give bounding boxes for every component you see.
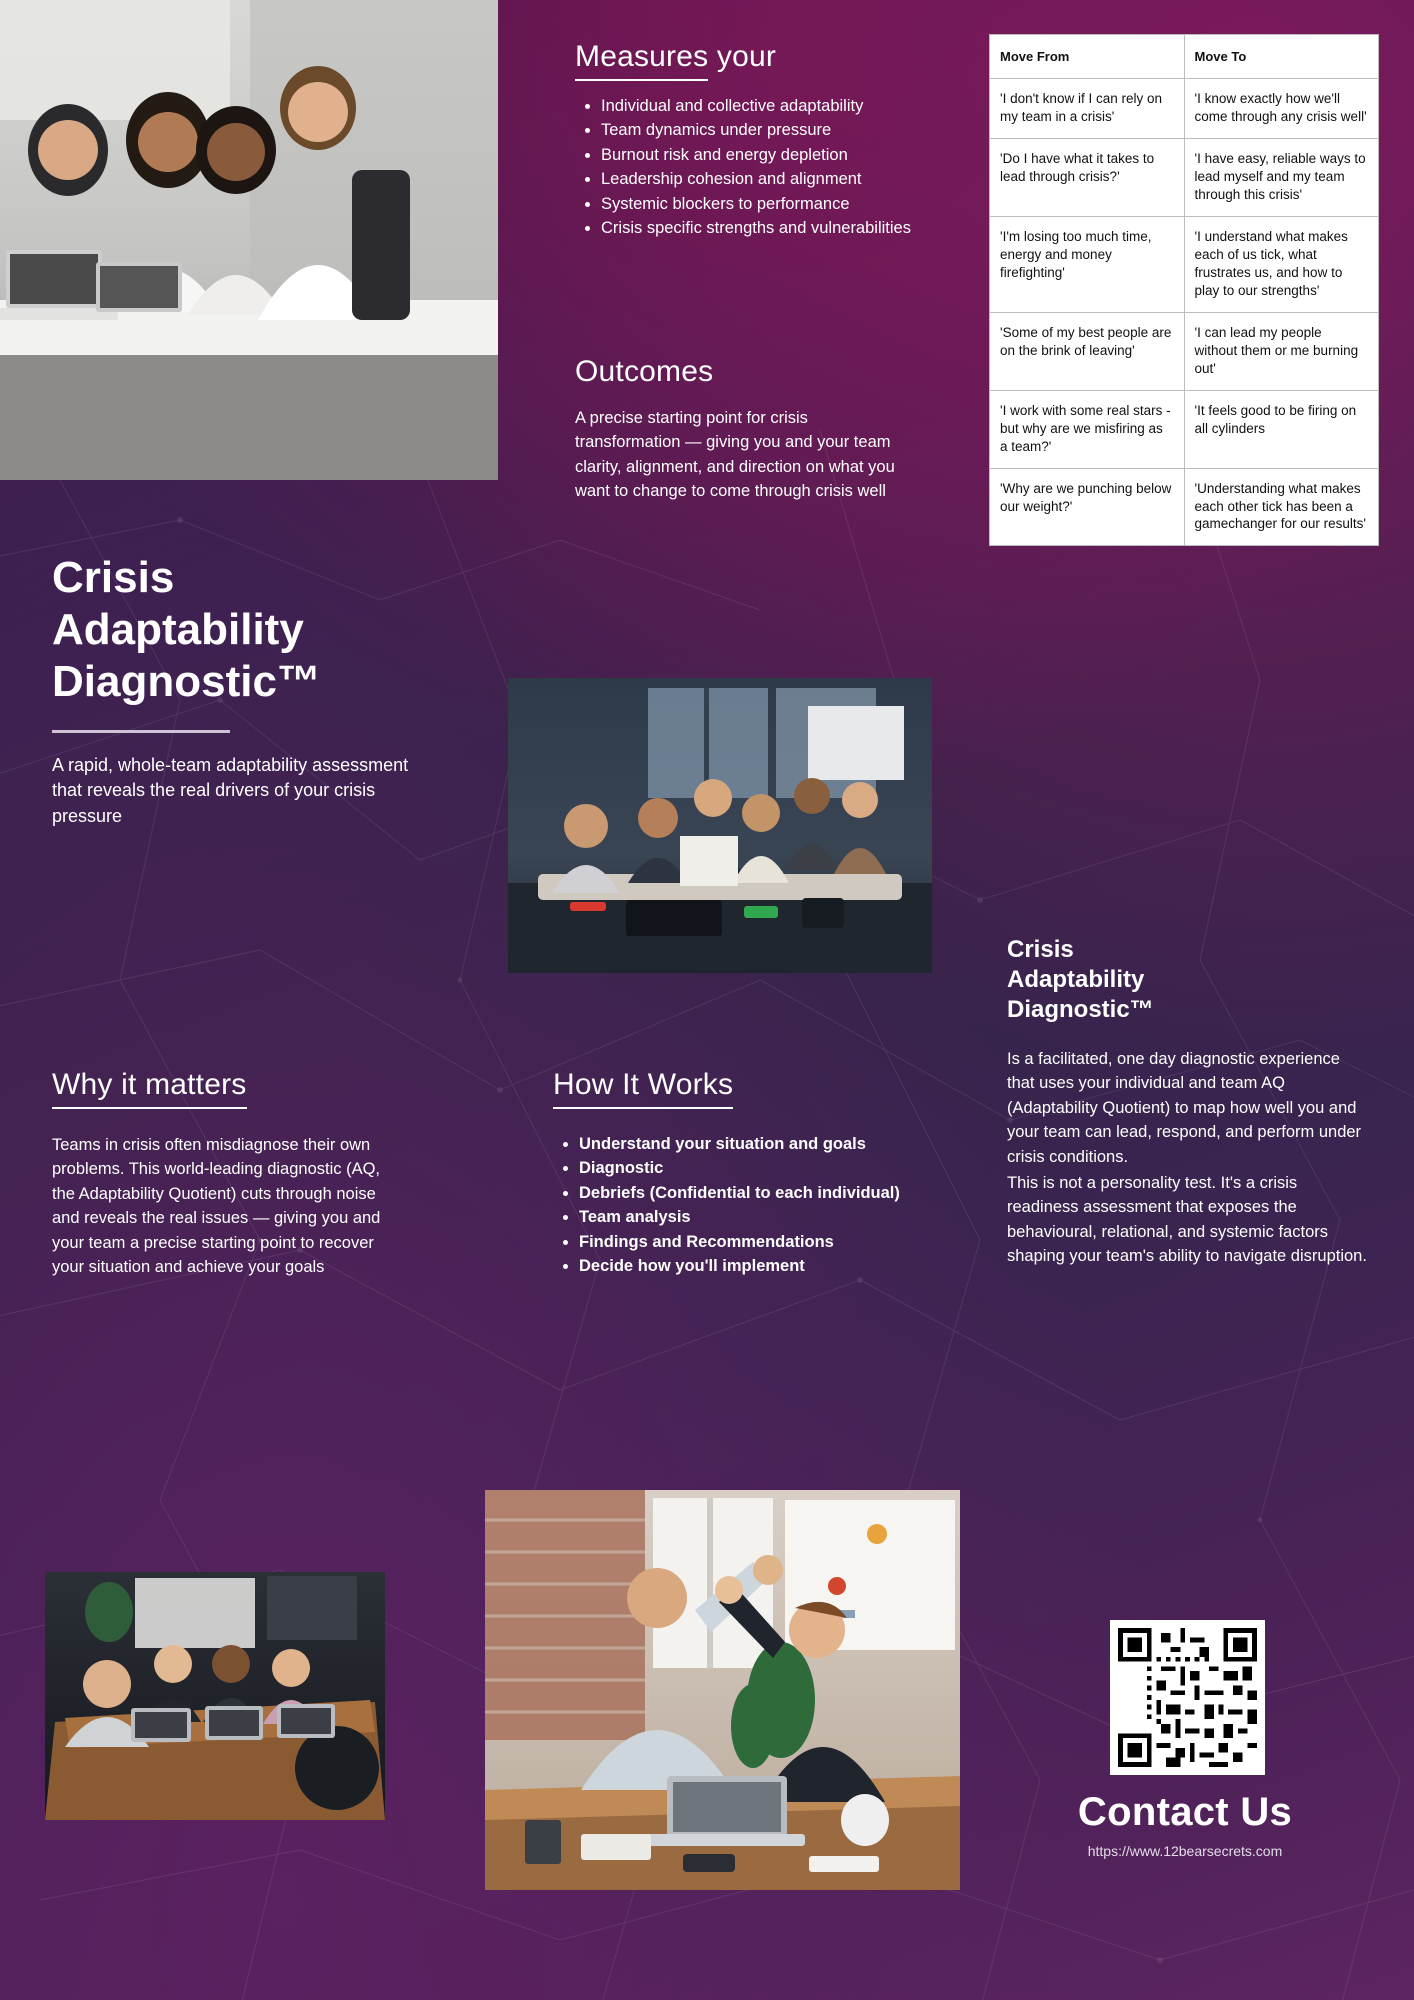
- list-item: • Decide how you'll implement: [579, 1255, 913, 1278]
- column-header-move-from: Move From: [990, 35, 1185, 79]
- table-row: [990, 468, 1379, 546]
- table-row: [990, 139, 1379, 217]
- diagnostic-paragraph-1: Is a facilitated, one day diagnostic experience that uses your individual and team AQ (Adaptability Quotient) to map how well you and your team can lead, respond, and perform under crisis conditions.: [1007, 1050, 1362, 1166]
- outcomes-body: A precise starting point for crisis transformation — giving you and your team clarity, alignment, and direction on what you want to change to come through crisis well: [575, 409, 895, 501]
- photo-team-laptops-table: [45, 1572, 385, 1820]
- page-title: [52, 552, 412, 829]
- cell-move-from: 'Do I have what it takes to lead through crisis?': [990, 139, 1185, 217]
- measures-list: [575, 95, 955, 241]
- list-item: • Diagnostic: [579, 1157, 913, 1180]
- diagnostic-title-line-3: Diagnostic™: [1007, 996, 1154, 1023]
- table-row: [990, 217, 1379, 313]
- list-item: • Understand your situation and goals: [579, 1133, 913, 1156]
- photo-high-five-desk: [485, 1490, 960, 1890]
- why-it-matters-body: Teams in crisis often misdiagnose their own problems. This world-leading diagnostic (AQ, the Adaptability Quotient) cuts through noise and reveals the real issues — giving you and your team a precise starting point to recover your situation and achieve your goals: [52, 1136, 381, 1277]
- qr-code-icon[interactable]: [1110, 1620, 1265, 1775]
- contact-url[interactable]: https://www.12bearsecrets.com: [1087, 1843, 1283, 1859]
- table-row: [990, 390, 1379, 468]
- measures-section: [575, 40, 955, 242]
- table-header-row: [990, 35, 1379, 79]
- contact-section: [1035, 1790, 1335, 1859]
- how-it-works-heading: [553, 1068, 913, 1109]
- measures-heading-underlined: Measures: [575, 40, 708, 81]
- cell-move-to: 'I can lead my people without them or me burning out': [1184, 312, 1379, 390]
- list-item: • Crisis specific strengths and vulnerabilities: [601, 217, 955, 240]
- cell-move-to: 'I have easy, reliable ways to lead myself and my team through this crisis': [1184, 139, 1379, 217]
- title-subtitle: A rapid, whole-team adaptability assessment that reveals the real drivers of your crisis pressure: [52, 754, 409, 826]
- table-row: [990, 79, 1379, 139]
- list-item: • Team analysis: [579, 1206, 913, 1229]
- measures-heading-rest: your: [708, 40, 777, 73]
- list-item: • Individual and collective adaptability: [601, 95, 955, 118]
- why-it-matters-section: [52, 1068, 402, 1279]
- title-line-1: Crisis: [52, 553, 175, 602]
- how-it-works-list: [553, 1133, 913, 1279]
- contact-heading: Contact Us: [1077, 1790, 1293, 1834]
- diagnostic-title-line-2: Adaptability: [1007, 966, 1145, 993]
- cell-move-to: 'I understand what makes each of us tick, what frustrates us, and how to play to our strengths': [1184, 217, 1379, 313]
- cell-move-to: 'It feels good to be firing on all cylinders: [1184, 390, 1379, 468]
- cell-move-from: 'Why are we punching below our weight?': [990, 468, 1185, 546]
- why-it-matters-heading: [52, 1068, 402, 1109]
- title-divider: [52, 730, 230, 733]
- column-header-move-to: Move To: [1184, 35, 1379, 79]
- cell-move-from: 'I work with some real stars - but why are we misfiring as a team?': [990, 390, 1185, 468]
- list-item: • Systemic blockers to performance: [601, 193, 955, 216]
- list-item: • Findings and Recommendations: [579, 1231, 913, 1254]
- cell-move-from: 'I don't know if I can rely on my team in a crisis': [990, 79, 1185, 139]
- outcomes-section: [575, 355, 895, 504]
- how-it-works-section: [553, 1068, 913, 1280]
- cell-move-to: 'Understanding what makes each other tick has been a gamechanger for our results': [1184, 468, 1379, 546]
- cell-move-from: 'I'm losing too much time, energy and money firefighting': [990, 217, 1185, 313]
- cell-move-from: 'Some of my best people are on the brink of leaving': [990, 312, 1185, 390]
- list-item: • Debriefs (Confidential to each individual): [579, 1182, 913, 1205]
- list-item: • Burnout risk and energy depletion: [601, 144, 955, 167]
- diagnostic-title: [1007, 935, 1367, 1025]
- diagnostic-title-line-1: Crisis: [1007, 936, 1074, 963]
- why-it-matters-heading-text: Why it matters: [52, 1068, 247, 1109]
- title-line-2: Adaptability: [52, 604, 304, 654]
- outcomes-heading: Outcomes: [575, 355, 714, 388]
- diagnostic-description-section: [1007, 935, 1367, 1269]
- table-row: [990, 312, 1379, 390]
- move-from-to-table: [989, 34, 1379, 546]
- how-it-works-heading-text: How It Works: [553, 1068, 733, 1109]
- measures-heading: [575, 40, 955, 81]
- list-item: • Team dynamics under pressure: [601, 119, 955, 142]
- diagnostic-paragraph-2: This is not a personality test. It's a crisis readiness assessment that exposes the behavioural, relational, and systemic factors shaping your team's ability to navigate disruption.: [1007, 1174, 1367, 1266]
- photo-team-at-desks: [0, 0, 498, 480]
- list-item: • Leadership cohesion and alignment: [601, 168, 955, 191]
- cell-move-to: 'I know exactly how we'll come through any crisis well': [1184, 79, 1379, 139]
- photo-boardroom-meeting: [508, 678, 932, 973]
- title-line-3: Diagnostic™: [52, 656, 321, 706]
